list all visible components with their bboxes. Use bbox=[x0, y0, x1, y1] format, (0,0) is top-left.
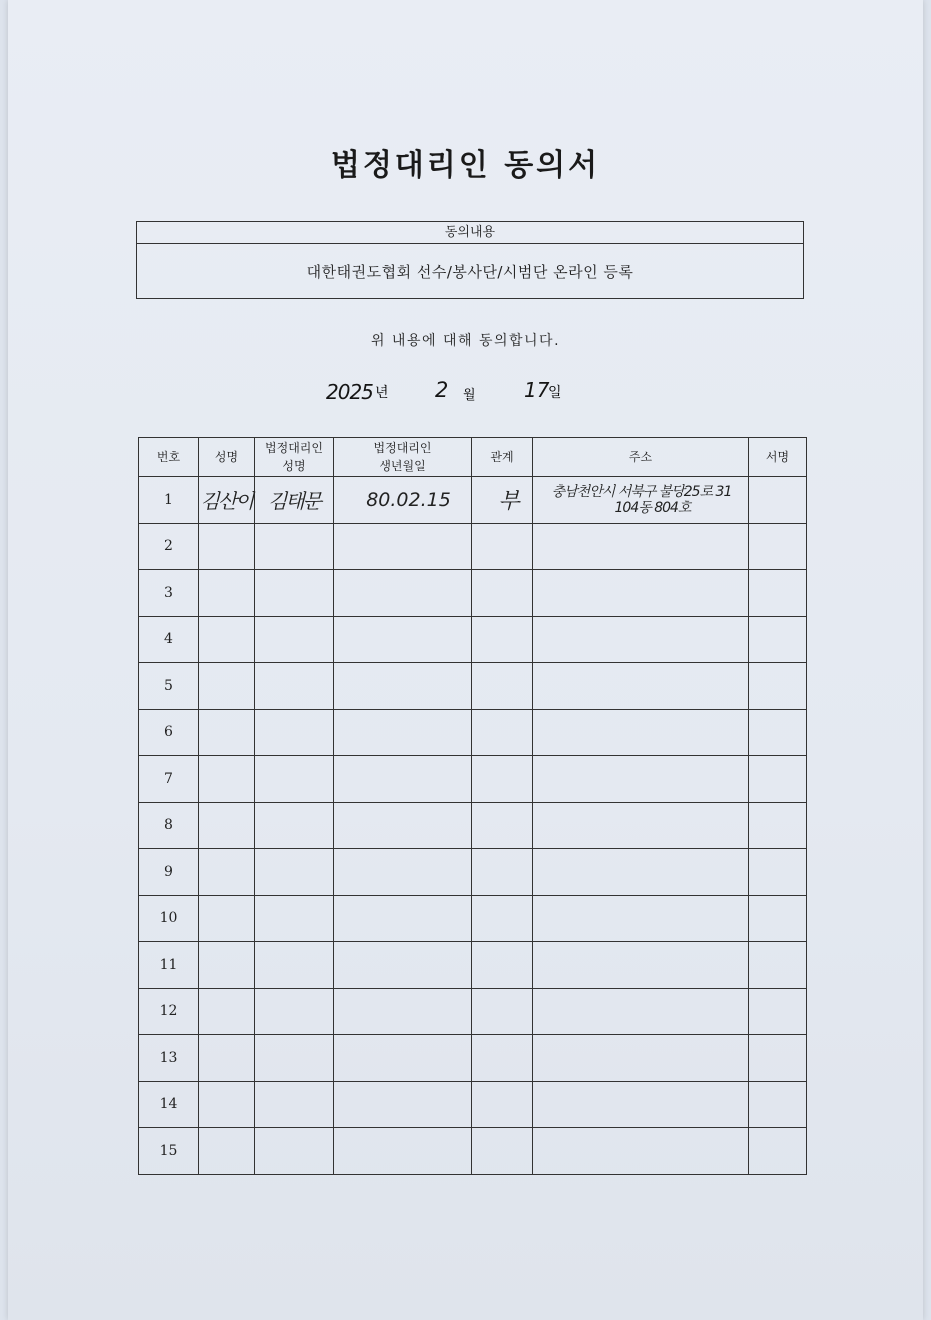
cell-guardian-name bbox=[255, 663, 334, 710]
cell-guardian-name bbox=[255, 802, 334, 849]
cell-guardian-birth bbox=[334, 802, 472, 849]
cell-name: 김산이 bbox=[199, 477, 255, 524]
cell-address bbox=[533, 756, 749, 803]
cell-guardian-birth bbox=[334, 570, 472, 617]
header-guardian-birth-line1: 법정대리인 bbox=[373, 441, 432, 455]
registration-table bbox=[138, 437, 807, 1175]
cell-name bbox=[199, 895, 255, 942]
document-title: 법정대리인 동의서 bbox=[330, 148, 601, 183]
cell-name bbox=[199, 756, 255, 803]
cell-name bbox=[199, 709, 255, 756]
cell-relation bbox=[472, 942, 533, 989]
table-row bbox=[139, 988, 807, 1035]
date-month-label: 월 bbox=[463, 388, 476, 403]
table-row bbox=[139, 942, 807, 989]
cell-guardian-name: 김태문 bbox=[255, 477, 334, 524]
table-header-row bbox=[139, 438, 807, 477]
cell-relation: 부 bbox=[472, 477, 533, 524]
cell-signature bbox=[749, 756, 807, 803]
cell-no: 9 bbox=[139, 849, 199, 896]
cell-no: 4 bbox=[139, 616, 199, 663]
cell-no: 14 bbox=[139, 1081, 199, 1128]
cell-address-line1: 충남천안시 서북구 불당25로 31 bbox=[551, 483, 732, 500]
table-row bbox=[139, 616, 807, 663]
cell-relation bbox=[472, 988, 533, 1035]
cell-no: 13 bbox=[139, 1035, 199, 1082]
cell-address bbox=[533, 709, 749, 756]
cell-name bbox=[199, 849, 255, 896]
date-day: 17 bbox=[524, 378, 550, 402]
cell-guardian-birth bbox=[334, 1128, 472, 1175]
cell-name bbox=[199, 663, 255, 710]
cell-address-line2: 104동 804호 bbox=[614, 499, 691, 516]
cell-name bbox=[199, 570, 255, 617]
cell-guardian-name bbox=[255, 616, 334, 663]
cell-guardian-birth bbox=[334, 895, 472, 942]
cell-guardian-birth bbox=[334, 523, 472, 570]
header-name: 성명 bbox=[199, 438, 255, 477]
cell-guardian-name bbox=[255, 570, 334, 617]
cell-signature bbox=[749, 616, 807, 663]
cell-signature bbox=[749, 570, 807, 617]
cell-signature bbox=[749, 988, 807, 1035]
cell-address bbox=[533, 942, 749, 989]
cell-signature bbox=[749, 709, 807, 756]
header-guardian-birth bbox=[334, 438, 472, 477]
header-guardian-name bbox=[255, 438, 334, 477]
cell-address bbox=[533, 895, 749, 942]
table-row bbox=[139, 523, 807, 570]
cell-relation bbox=[472, 1035, 533, 1082]
cell-no: 1 bbox=[139, 477, 199, 524]
cell-relation bbox=[472, 616, 533, 663]
cell-signature bbox=[749, 942, 807, 989]
consent-body: 대한태권도협회 선수/봉사단/시범단 온라인 등록 bbox=[306, 263, 634, 281]
cell-relation bbox=[472, 570, 533, 617]
cell-guardian-name bbox=[255, 942, 334, 989]
cell-relation bbox=[472, 709, 533, 756]
cell-relation bbox=[472, 663, 533, 710]
cell-no: 8 bbox=[139, 802, 199, 849]
cell-no: 2 bbox=[139, 523, 199, 570]
cell-name bbox=[199, 802, 255, 849]
cell-guardian-birth bbox=[334, 663, 472, 710]
cell-no: 6 bbox=[139, 709, 199, 756]
cell-relation bbox=[472, 802, 533, 849]
cell-relation bbox=[472, 756, 533, 803]
cell-address bbox=[533, 477, 749, 524]
agreement-statement: 위 내용에 대해 동의합니다. bbox=[370, 333, 561, 349]
date-month: 2 bbox=[435, 378, 449, 402]
cell-signature bbox=[749, 1035, 807, 1082]
cell-no: 7 bbox=[139, 756, 199, 803]
consent-header: 동의내용 bbox=[137, 222, 803, 244]
cell-relation bbox=[472, 1081, 533, 1128]
cell-address bbox=[533, 1128, 749, 1175]
table-row bbox=[139, 849, 807, 896]
table-row bbox=[139, 663, 807, 710]
cell-name bbox=[199, 988, 255, 1035]
cell-address bbox=[533, 1081, 749, 1128]
header-guardian-name-line1: 법정대리인 bbox=[265, 441, 323, 455]
cell-no: 10 bbox=[139, 895, 199, 942]
cell-guardian-birth bbox=[334, 756, 472, 803]
cell-address bbox=[533, 802, 749, 849]
cell-guardian-name bbox=[255, 523, 334, 570]
cell-guardian-birth bbox=[334, 942, 472, 989]
cell-guardian-birth bbox=[334, 616, 472, 663]
cell-guardian-birth bbox=[334, 709, 472, 756]
table-row bbox=[139, 802, 807, 849]
cell-relation bbox=[472, 895, 533, 942]
cell-name bbox=[199, 523, 255, 570]
date-line bbox=[0, 372, 931, 412]
table-row bbox=[139, 709, 807, 756]
date-year: 2025 bbox=[326, 380, 373, 404]
cell-guardian-name bbox=[255, 756, 334, 803]
cell-guardian-birth bbox=[334, 849, 472, 896]
cell-address bbox=[533, 663, 749, 710]
table-row bbox=[139, 1035, 807, 1082]
table-row bbox=[139, 477, 807, 524]
table-row bbox=[139, 1128, 807, 1175]
cell-relation bbox=[472, 1128, 533, 1175]
cell-signature bbox=[749, 663, 807, 710]
cell-signature bbox=[749, 477, 807, 524]
cell-guardian-name bbox=[255, 988, 334, 1035]
cell-guardian-name bbox=[255, 849, 334, 896]
cell-name bbox=[199, 942, 255, 989]
cell-no: 15 bbox=[139, 1128, 199, 1175]
cell-signature bbox=[749, 523, 807, 570]
cell-address bbox=[533, 570, 749, 617]
cell-guardian-birth bbox=[334, 988, 472, 1035]
cell-name bbox=[199, 1035, 255, 1082]
cell-signature bbox=[749, 1081, 807, 1128]
cell-guardian-name bbox=[255, 895, 334, 942]
header-no: 번호 bbox=[139, 438, 199, 477]
cell-guardian-birth: 80.02.15 bbox=[334, 477, 472, 524]
header-guardian-name-line2: 성명 bbox=[282, 459, 306, 473]
cell-signature bbox=[749, 849, 807, 896]
cell-signature bbox=[749, 802, 807, 849]
cell-guardian-birth bbox=[334, 1081, 472, 1128]
cell-address bbox=[533, 849, 749, 896]
table-row bbox=[139, 1081, 807, 1128]
cell-name bbox=[199, 1081, 255, 1128]
header-signature: 서명 bbox=[749, 438, 807, 477]
cell-address bbox=[533, 988, 749, 1035]
cell-guardian-name bbox=[255, 709, 334, 756]
cell-guardian-birth bbox=[334, 1035, 472, 1082]
header-address: 주소 bbox=[533, 438, 749, 477]
table-row bbox=[139, 895, 807, 942]
cell-signature bbox=[749, 1128, 807, 1175]
cell-guardian-name bbox=[255, 1035, 334, 1082]
consent-content-box bbox=[136, 221, 804, 299]
cell-guardian-name bbox=[255, 1128, 334, 1175]
table-row bbox=[139, 570, 807, 617]
header-relation: 관계 bbox=[472, 438, 533, 477]
cell-relation bbox=[472, 849, 533, 896]
cell-no: 12 bbox=[139, 988, 199, 1035]
cell-name bbox=[199, 616, 255, 663]
cell-address bbox=[533, 1035, 749, 1082]
cell-no: 5 bbox=[139, 663, 199, 710]
date-day-label: 일 bbox=[548, 385, 562, 401]
table-row bbox=[139, 756, 807, 803]
cell-name bbox=[199, 1128, 255, 1175]
cell-relation bbox=[472, 523, 533, 570]
cell-no: 3 bbox=[139, 570, 199, 617]
cell-signature bbox=[749, 895, 807, 942]
date-year-label: 년 bbox=[375, 385, 389, 401]
cell-guardian-name bbox=[255, 1081, 334, 1128]
cell-address bbox=[533, 523, 749, 570]
cell-address bbox=[533, 616, 749, 663]
header-guardian-birth-line2: 생년월일 bbox=[379, 459, 426, 473]
cell-no: 11 bbox=[139, 942, 199, 989]
